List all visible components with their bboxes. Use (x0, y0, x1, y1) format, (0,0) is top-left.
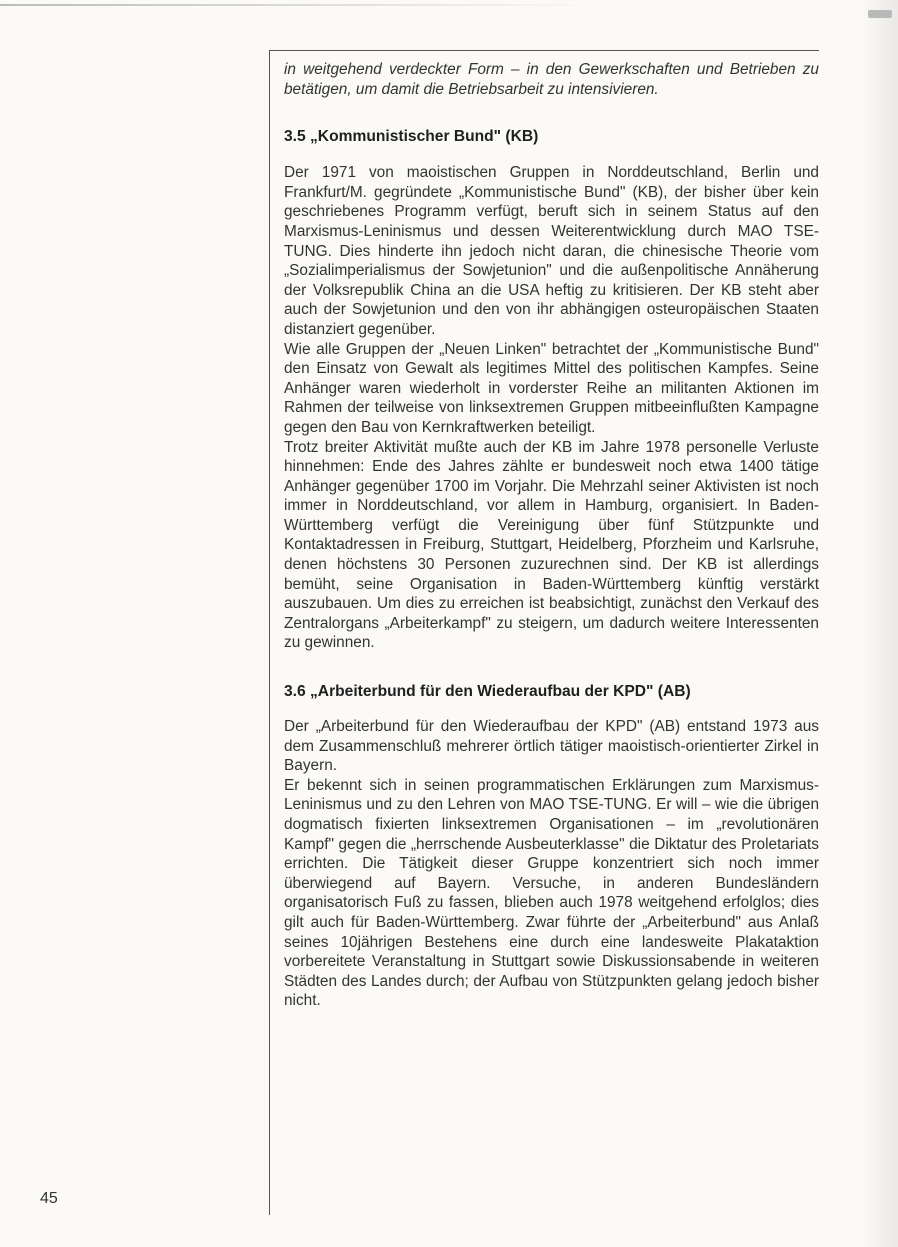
section-heading-3-6: 3.6 „Arbeiterbund für den Wiederaufbau der KPD" (AB) (284, 683, 691, 701)
intro-paragraph: in weitgehend verdeckter Form – in den Gewerkschaften und Betrieben zu betätigen, um damit die Betriebsarbeit zu intensivieren. (284, 61, 819, 98)
section-3-6-paragraph-2: Er bekennt sich in seinen programmatischen Erklärungen zum Marxismus-Leninismus und zu den Lehren von MAO TSE-TUNG. Er will – wie die übrigen dogmatisch fixierten linksextremen Organisationen – im „revolutionären Kampf" gegen die „herrschende Ausbeuterklasse" die Diktatur des Proletariats errichten. Die Tätigkeit dieser Gruppe konzentriert sich noch immer überwiegend auf Bayern. Versuche, in anderen Bundesländern organisatorisch Fuß zu fassen, blieben auch 1978 weitgehend erfolglos; dies gilt auch für Baden-Württemberg. Zwar führte der „Arbeiterbund" aus Anlaß seines 10jährigen Bestehens eine durch eine landesweite Plakataktion vorbereitete Veranstaltung in Stuttgart sowie Diskussionsabende in weiteren Städten des Landes durch; der Aufbau von Stützpunkten gelang jedoch bisher nicht. (284, 776, 819, 1010)
page-number: 45 (40, 1190, 58, 1207)
section-3-5-paragraph-1: Der 1971 von maoistischen Gruppen in Norddeutschland, Berlin und Frankfurt/M. gegründete „Kommunistische Bund" (KB), der bisher über kein geschriebenes Programm verfügt, beruft sich in seinem Status auf den Marxismus-Leninismus und dessen Weiterentwicklung durch MAO TSE-TUNG. Dies hinderte ihn jedoch nicht daran, die chinesische Theorie vom „Sozialimperialismus der Sowjetunion" und die außenpolitische Annäherung der Volksrepublik China an die USA heftig zu kritisieren. Der KB steht aber auch der Sowjetunion und den von ihr abhängigen osteuropäischen Staaten distanziert gegenüber. (284, 164, 819, 338)
section-3-6-paragraph-1: Der „Arbeiterbund für den Wiederaufbau der KPD" (AB) entstand 1973 aus dem Zusammenschluß mehrerer örtlich tätiger maoistisch-orientierter Zirkel in Bayern. (284, 718, 819, 775)
top-rule (269, 50, 819, 51)
scan-mark (868, 10, 892, 18)
section-3-5-paragraph-3: Trotz breiter Aktivität mußte auch der KB im Jahre 1978 personelle Verluste hinnehmen: Ende des Jahres zählte er bundesweit noch etwa 1400 tätige Anhänger gegenüber 1700 im Vorjahr. Die Mehrzahl seiner Aktivisten ist noch immer in Norddeutschland, vor allem in Hamburg, organisiert. In Baden-Württemberg verfügt die Vereinigung über fünf Stützpunkte und Kontaktadressen in Freiburg, Stuttgart, Heidelberg, Pforzheim und Karlsruhe, denen höchstens 30 Personen zuzurechnen sind. Der KB ist allerdings bemüht, seine Organisation in Baden-Württemberg künftig verstärkt auszubauen. Um dies zu erreichen ist beabsichtigt, zunächst den Verkauf des Zentralorgans „Arbeiterkampf" zu steigern, um dadurch weitere Interessenten zu gewinnen. (284, 438, 819, 652)
section-3-5-paragraph-2: Wie alle Gruppen der „Neuen Linken" betrachtet der „Kommunistische Bund" den Einsatz von Gewalt als legitimes Mittel des politischen Kampfes. Seine Anhänger waren wiederholt in vorderster Reihe an militanten Aktionen im Rahmen der teilweise von linksextremen Gruppen mitbeeinflußten Kampagne gegen den Bau von Kernkraftwerken beteiligt. (284, 340, 819, 436)
section-heading-3-5: 3.5 „Kommunistischer Bund" (KB) (284, 128, 539, 146)
text-column (284, 60, 819, 1011)
page-binding-shadow (860, 0, 898, 1247)
page-top-edge (0, 4, 600, 6)
margin-rule (269, 50, 270, 1215)
